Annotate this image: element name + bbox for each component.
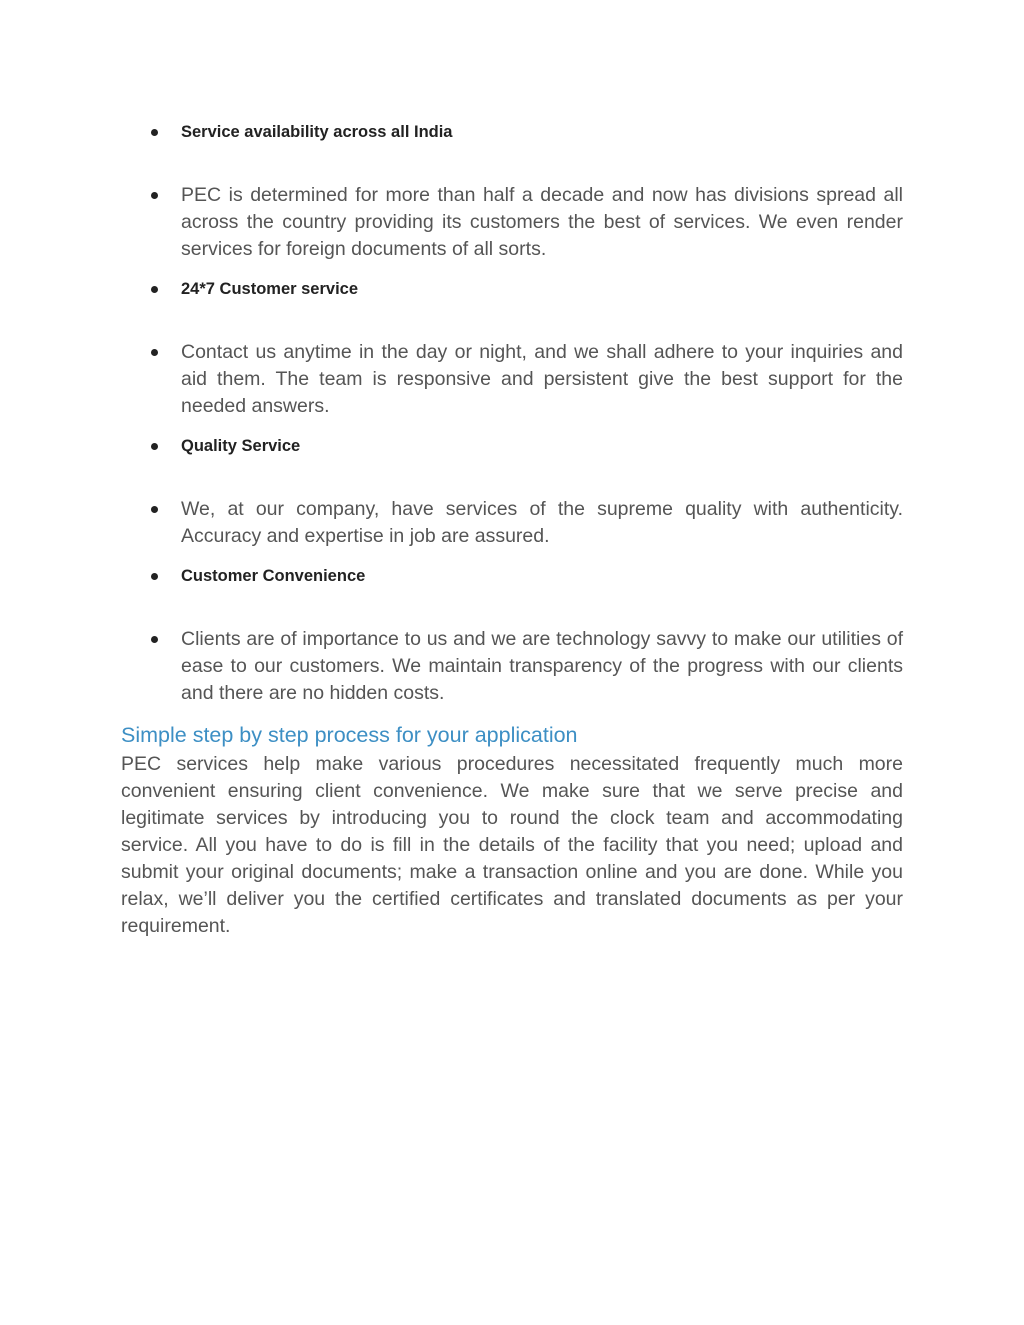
process-heading: Simple step by step process for your application: [121, 723, 578, 747]
feature-title-quality: [121, 433, 903, 460]
feature-description-text: We, at our company, have services of the supreme quality with authenticity. Accuracy and expertise in job are assured.: [181, 498, 903, 547]
feature-title-text: Service availability across all India: [181, 123, 453, 141]
bullet-icon: [151, 443, 158, 450]
bullet-icon: [151, 349, 158, 356]
process-paragraph: PEC services help make various procedures necessitated frequently much more convenient ensuring client convenience. We make sure that we serve precise and legitimate services by introducing you to round the clock team and accommodating service. All you have to do is fill in the details of the facility that you need; upload and submit your original documents; make a transaction online and you are done. While you relax, we’ll deliver you the certified certificates and translated documents as per your requirement.: [121, 753, 903, 937]
feature-description-quality: [121, 496, 903, 550]
features-list: [121, 119, 903, 707]
feature-description-text: PEC is determined for more than half a decade and now has divisions spread all across the country providing its customers the best of services. We even render services for foreign documents of all sorts.: [181, 184, 903, 260]
feature-description-convenience: [121, 626, 903, 707]
feature-title-availability: [121, 119, 903, 146]
feature-title-text: Customer Convenience: [181, 567, 366, 585]
feature-description-customer-service: [121, 339, 903, 420]
feature-title-customer-service: [121, 276, 903, 303]
bullet-icon: [151, 636, 158, 643]
feature-title-convenience: [121, 563, 903, 590]
bullet-icon: [151, 192, 158, 199]
feature-description-text: Clients are of importance to us and we are technology savvy to make our utilities of ease to our customers. We maintain transparency of the progress with our clients and there are no hidden costs.: [181, 628, 903, 704]
features-section: [121, 119, 903, 707]
feature-description-availability: [121, 182, 903, 263]
bullet-icon: [151, 573, 158, 580]
bullet-icon: [151, 506, 158, 513]
feature-title-text: Quality Service: [181, 437, 301, 455]
bullet-icon: [151, 286, 158, 293]
bullet-icon: [151, 129, 158, 136]
feature-title-text: 24*7 Customer service: [181, 280, 359, 298]
feature-description-text: Contact us anytime in the day or night, and we shall adhere to your inquiries and aid them. The team is responsive and persistent give the best support for the needed answers.: [181, 341, 903, 417]
